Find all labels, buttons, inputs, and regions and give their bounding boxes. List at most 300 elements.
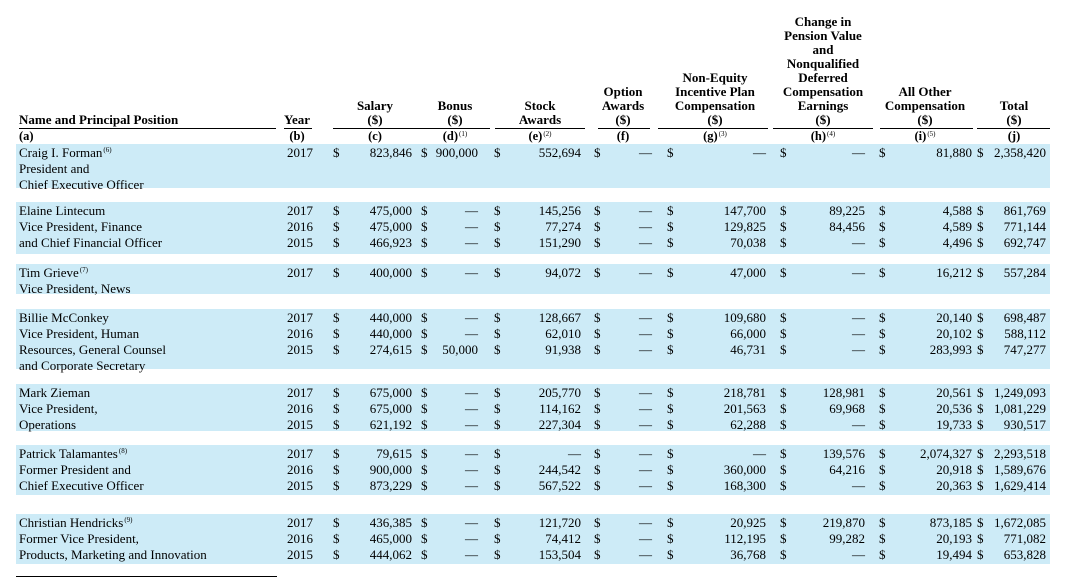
nonequity-cell: 47,000 — [730, 265, 766, 280]
other-cell: 16,212 — [936, 265, 972, 280]
officer-name-text: Craig I. Forman — [19, 145, 103, 160]
other-cell: 4,589 — [942, 219, 972, 234]
column-header-line: ($) — [815, 112, 831, 127]
column-code-name — [19, 130, 34, 143]
currency-symbol: $ — [977, 235, 984, 250]
bonus-cell: — — [465, 385, 478, 400]
option-cell: — — [639, 326, 652, 341]
officer-name-text: Tim Grieve — [19, 265, 79, 280]
year-cell: 2015 — [287, 547, 313, 562]
currency-symbol: $ — [494, 531, 501, 546]
total-cell: 698,487 — [1003, 310, 1046, 325]
nonequity-cell: 70,038 — [730, 235, 766, 250]
currency-symbol: $ — [333, 235, 340, 250]
option-cell: — — [639, 446, 652, 461]
officer-title-line: and Chief Financial Officer — [19, 235, 163, 250]
currency-symbol: $ — [594, 310, 601, 325]
stock-cell: 244,542 — [538, 462, 581, 477]
currency-symbol: $ — [977, 385, 984, 400]
currency-symbol: $ — [333, 219, 340, 234]
currency-symbol: $ — [780, 417, 787, 432]
total-cell: 771,082 — [1003, 531, 1046, 546]
officer-name-text: Patrick Talamantes — [19, 446, 118, 461]
currency-symbol: $ — [879, 478, 886, 493]
currency-symbol: $ — [421, 478, 428, 493]
footnote-marker: (5) — [927, 130, 936, 138]
column-header-name — [19, 113, 178, 127]
column-header-line: Year — [284, 112, 310, 127]
currency-symbol: $ — [594, 531, 601, 546]
total-cell: 692,747 — [1003, 235, 1046, 250]
other-cell: 20,193 — [936, 531, 972, 546]
total-cell: 747,277 — [1003, 342, 1046, 357]
currency-symbol: $ — [667, 326, 674, 341]
bonus-cell: — — [465, 478, 478, 493]
column-header-line: Awards — [601, 98, 645, 113]
officer-title-line: Chief Executive Officer — [19, 478, 144, 493]
column-code-letter: (b) — [289, 129, 305, 143]
other-cell: 20,140 — [936, 310, 972, 325]
column-header-line: ($) — [615, 112, 631, 127]
bonus-cell: — — [465, 417, 478, 432]
pension-cell: 219,870 — [822, 515, 865, 530]
currency-symbol: $ — [667, 145, 674, 160]
stock-cell: 77,274 — [545, 219, 581, 234]
total-cell: 861,769 — [1003, 203, 1046, 218]
currency-symbol: $ — [421, 547, 428, 562]
footnote-marker: (2) — [543, 130, 552, 138]
currency-symbol: $ — [667, 203, 674, 218]
currency-symbol: $ — [879, 203, 886, 218]
currency-symbol: $ — [780, 515, 787, 530]
pension-cell: 64,216 — [829, 462, 865, 477]
total-cell: 2,358,420 — [994, 145, 1046, 160]
currency-symbol: $ — [879, 342, 886, 357]
column-code-nonequity — [675, 130, 755, 143]
currency-symbol: $ — [421, 515, 428, 530]
pension-cell: — — [852, 145, 865, 160]
column-header-line: Nonqualified — [786, 56, 860, 71]
pension-cell: — — [852, 326, 865, 341]
currency-symbol: $ — [333, 326, 340, 341]
currency-symbol: $ — [977, 310, 984, 325]
officer-name — [19, 265, 88, 280]
year-cell: 2016 — [287, 219, 313, 234]
currency-symbol: $ — [333, 265, 340, 280]
option-cell: — — [639, 265, 652, 280]
salary-cell: 621,192 — [369, 417, 412, 432]
currency-symbol: $ — [421, 462, 428, 477]
bonus-cell: — — [465, 547, 478, 562]
currency-symbol: $ — [667, 462, 674, 477]
currency-symbol: $ — [594, 462, 601, 477]
other-cell: 283,993 — [929, 342, 972, 357]
column-header-line: All Other — [898, 84, 952, 99]
currency-symbol: $ — [421, 203, 428, 218]
nonequity-cell: 62,288 — [730, 417, 766, 432]
nonequity-cell: 20,925 — [730, 515, 766, 530]
currency-symbol: $ — [667, 342, 674, 357]
currency-symbol: $ — [333, 446, 340, 461]
nonequity-cell: 218,781 — [723, 385, 766, 400]
officer-name — [19, 145, 112, 160]
pension-cell: — — [852, 478, 865, 493]
currency-symbol: $ — [494, 310, 501, 325]
bonus-cell: — — [465, 326, 478, 341]
stock-cell: 567,522 — [538, 478, 581, 493]
officer-name — [19, 515, 133, 530]
currency-symbol: $ — [494, 417, 501, 432]
total-cell: 653,828 — [1003, 547, 1046, 562]
currency-symbol: $ — [333, 462, 340, 477]
currency-symbol: $ — [421, 385, 428, 400]
currency-symbol: $ — [421, 145, 428, 160]
total-cell: 1,589,676 — [994, 462, 1046, 477]
currency-symbol: $ — [780, 235, 787, 250]
option-cell: — — [639, 342, 652, 357]
column-header-line: Earnings — [797, 98, 849, 113]
stock-cell: 145,256 — [538, 203, 581, 218]
officer-title-line: Vice President, Finance — [19, 219, 143, 234]
salary-cell: 465,000 — [369, 531, 412, 546]
currency-symbol: $ — [780, 446, 787, 461]
officer-name-text: Mark Zieman — [19, 385, 91, 400]
officer-name-text: Elaine Lintecum — [19, 203, 106, 218]
bonus-cell: — — [465, 446, 478, 461]
currency-symbol: $ — [333, 417, 340, 432]
column-header-line: Name and Principal Position — [19, 112, 179, 127]
column-header-line: Compensation — [884, 98, 966, 113]
column-header-line: Deferred — [798, 70, 848, 85]
stock-cell: 91,938 — [545, 342, 581, 357]
currency-symbol: $ — [977, 446, 984, 461]
year-cell: 2017 — [287, 310, 313, 325]
option-cell: — — [639, 203, 652, 218]
column-header-line: and — [812, 42, 834, 57]
currency-symbol: $ — [494, 446, 501, 461]
salary-cell: 675,000 — [369, 401, 412, 416]
currency-symbol: $ — [421, 531, 428, 546]
currency-symbol: $ — [594, 446, 601, 461]
column-header-line: Salary — [356, 98, 394, 113]
nonequity-cell: 129,825 — [723, 219, 766, 234]
column-header-line: ($) — [367, 112, 383, 127]
bonus-cell: — — [465, 203, 478, 218]
currency-symbol: $ — [667, 385, 674, 400]
salary-cell: 79,615 — [376, 446, 412, 461]
currency-symbol: $ — [594, 235, 601, 250]
currency-symbol: $ — [780, 326, 787, 341]
pension-cell: — — [852, 235, 865, 250]
option-cell: — — [639, 531, 652, 546]
header-underline — [19, 128, 276, 129]
column-code-total — [974, 130, 1054, 143]
officer-title-line: Former President and — [19, 462, 131, 477]
stock-cell: 205,770 — [538, 385, 581, 400]
nonequity-cell: 168,300 — [723, 478, 766, 493]
currency-symbol: $ — [977, 478, 984, 493]
column-header-line: Compensation — [674, 98, 756, 113]
officer-title-line: Chief Executive Officer — [19, 177, 144, 192]
currency-symbol: $ — [421, 310, 428, 325]
column-code-other — [885, 130, 965, 143]
option-cell: — — [639, 547, 652, 562]
year-cell: 2017 — [287, 145, 313, 160]
column-code-bonus — [415, 130, 495, 143]
currency-symbol: $ — [667, 478, 674, 493]
year-cell: 2015 — [287, 417, 313, 432]
nonequity-cell: 201,563 — [723, 401, 766, 416]
year-cell: 2016 — [287, 531, 313, 546]
column-header-line: Non-Equity — [682, 70, 748, 85]
currency-symbol: $ — [879, 310, 886, 325]
column-code-stock — [500, 130, 580, 143]
salary-cell: 400,000 — [369, 265, 412, 280]
stock-cell: 227,304 — [538, 417, 581, 432]
bonus-cell: — — [465, 401, 478, 416]
total-cell: 930,517 — [1003, 417, 1046, 432]
total-cell: 1,629,414 — [994, 478, 1046, 493]
pension-cell: — — [852, 547, 865, 562]
currency-symbol: $ — [879, 145, 886, 160]
currency-symbol: $ — [879, 235, 886, 250]
currency-symbol: $ — [780, 265, 787, 280]
column-code-letter: (c) — [368, 129, 382, 143]
stock-cell: 151,290 — [538, 235, 581, 250]
column-header-line: Change in — [794, 14, 852, 29]
bonus-cell: — — [465, 235, 478, 250]
bonus-cell: — — [465, 515, 478, 530]
year-cell: 2017 — [287, 446, 313, 461]
year-cell: 2015 — [287, 342, 313, 357]
currency-symbol: $ — [494, 145, 501, 160]
currency-symbol: $ — [977, 515, 984, 530]
currency-symbol: $ — [977, 219, 984, 234]
currency-symbol: $ — [333, 515, 340, 530]
total-cell: 1,081,229 — [994, 401, 1046, 416]
currency-symbol: $ — [977, 342, 984, 357]
currency-symbol: $ — [494, 342, 501, 357]
salary-cell: 466,923 — [369, 235, 412, 250]
stock-cell: 153,504 — [538, 547, 581, 562]
currency-symbol: $ — [594, 515, 601, 530]
currency-symbol: $ — [494, 462, 501, 477]
footnote-marker: (6) — [103, 146, 112, 154]
currency-symbol: $ — [421, 401, 428, 416]
nonequity-cell: — — [753, 145, 766, 160]
other-cell: 20,102 — [936, 326, 972, 341]
option-cell: — — [639, 401, 652, 416]
currency-symbol: $ — [494, 235, 501, 250]
column-header-line: ($) — [707, 112, 723, 127]
option-cell: — — [639, 385, 652, 400]
currency-symbol: $ — [494, 515, 501, 530]
column-code-letter: (j) — [1007, 129, 1021, 143]
currency-symbol: $ — [879, 462, 886, 477]
currency-symbol: $ — [333, 478, 340, 493]
option-cell: — — [639, 235, 652, 250]
other-cell: 2,074,327 — [920, 446, 972, 461]
salary-cell: 823,846 — [369, 145, 412, 160]
currency-symbol: $ — [879, 515, 886, 530]
bonus-cell: — — [465, 462, 478, 477]
currency-symbol: $ — [594, 203, 601, 218]
footnote-marker: (1) — [459, 130, 468, 138]
currency-symbol: $ — [667, 401, 674, 416]
column-code-letter: (f) — [616, 129, 630, 143]
year-cell: 2017 — [287, 385, 313, 400]
currency-symbol: $ — [879, 531, 886, 546]
currency-symbol: $ — [879, 326, 886, 341]
bonus-cell: — — [465, 310, 478, 325]
other-cell: 4,496 — [942, 235, 972, 250]
currency-symbol: $ — [333, 203, 340, 218]
year-cell: 2015 — [287, 235, 313, 250]
pension-cell: 69,968 — [829, 401, 865, 416]
currency-symbol: $ — [421, 265, 428, 280]
currency-symbol: $ — [879, 401, 886, 416]
year-cell: 2015 — [287, 478, 313, 493]
footnote-marker: (9) — [124, 516, 133, 524]
officer-name-text: Christian Hendricks — [19, 515, 124, 530]
currency-symbol: $ — [667, 531, 674, 546]
column-code-option — [583, 130, 663, 143]
column-header-line: Pension Value — [784, 28, 862, 43]
currency-symbol: $ — [333, 385, 340, 400]
currency-symbol: $ — [667, 446, 674, 461]
pension-cell: — — [852, 310, 865, 325]
currency-symbol: $ — [494, 326, 501, 341]
currency-symbol: $ — [421, 417, 428, 432]
option-cell: — — [639, 310, 652, 325]
year-cell: 2017 — [287, 515, 313, 530]
officer-title-line: Vice President, — [19, 401, 98, 416]
footnote-marker: (7) — [79, 266, 88, 274]
currency-symbol: $ — [977, 417, 984, 432]
salary-cell: 436,385 — [369, 515, 412, 530]
bonus-cell: — — [465, 219, 478, 234]
stock-cell: 552,694 — [538, 145, 581, 160]
nonequity-cell: 36,768 — [730, 547, 766, 562]
option-cell: — — [639, 219, 652, 234]
year-cell: 2017 — [287, 265, 313, 280]
salary-cell: 675,000 — [369, 385, 412, 400]
currency-symbol: $ — [494, 401, 501, 416]
pension-cell: 99,282 — [829, 531, 865, 546]
column-header-line: Bonus — [437, 98, 473, 113]
currency-symbol: $ — [333, 531, 340, 546]
officer-name — [19, 310, 109, 325]
total-cell: 771,144 — [1003, 219, 1046, 234]
currency-symbol: $ — [780, 203, 787, 218]
currency-symbol: $ — [594, 326, 601, 341]
total-cell: 2,293,518 — [994, 446, 1046, 461]
officer-title-line: and Corporate Secretary — [19, 358, 146, 373]
total-cell: 1,672,085 — [994, 515, 1046, 530]
currency-symbol: $ — [421, 235, 428, 250]
pension-cell: 89,225 — [829, 203, 865, 218]
column-header-line: Option — [603, 84, 643, 99]
year-cell: 2016 — [287, 401, 313, 416]
column-header-line: Total — [999, 98, 1029, 113]
nonequity-cell: 46,731 — [730, 342, 766, 357]
column-code-letter: (a) — [19, 129, 34, 143]
salary-cell: 444,062 — [369, 547, 412, 562]
currency-symbol: $ — [879, 219, 886, 234]
column-header-line: Incentive Plan — [675, 84, 755, 99]
currency-symbol: $ — [494, 385, 501, 400]
option-cell: — — [639, 462, 652, 477]
currency-symbol: $ — [594, 385, 601, 400]
currency-symbol: $ — [780, 219, 787, 234]
officer-title-line: Products, Marketing and Innovation — [19, 547, 207, 562]
currency-symbol: $ — [494, 203, 501, 218]
salary-cell: 900,000 — [369, 462, 412, 477]
currency-symbol: $ — [780, 478, 787, 493]
currency-symbol: $ — [667, 219, 674, 234]
column-code-year — [257, 130, 337, 143]
footnote-marker: (8) — [118, 447, 128, 455]
header-underline — [880, 128, 973, 129]
column-code-letter: (d) — [442, 129, 459, 143]
officer-title-line: Operations — [19, 417, 77, 432]
currency-symbol: $ — [333, 342, 340, 357]
year-cell: 2017 — [287, 203, 313, 218]
column-header-line: Awards — [518, 112, 562, 127]
currency-symbol: $ — [494, 478, 501, 493]
column-code-pension — [783, 130, 863, 143]
currency-symbol: $ — [977, 547, 984, 562]
currency-symbol: $ — [780, 342, 787, 357]
footnote-rule — [16, 576, 277, 577]
column-header-line: Stock — [524, 98, 556, 113]
currency-symbol: $ — [879, 547, 886, 562]
footnote-marker: (4) — [827, 130, 836, 138]
currency-symbol: $ — [594, 265, 601, 280]
currency-symbol: $ — [879, 446, 886, 461]
pension-cell: — — [852, 265, 865, 280]
column-header-line: Compensation — [782, 84, 864, 99]
column-header-line: ($) — [917, 112, 933, 127]
other-cell: 81,880 — [936, 145, 972, 160]
column-header-line: ($) — [1006, 112, 1022, 127]
currency-symbol: $ — [594, 417, 601, 432]
stock-cell: 94,072 — [545, 265, 581, 280]
currency-symbol: $ — [977, 265, 984, 280]
currency-symbol: $ — [421, 219, 428, 234]
currency-symbol: $ — [780, 401, 787, 416]
pension-cell: 139,576 — [822, 446, 865, 461]
total-cell: 588,112 — [1004, 326, 1046, 341]
officer-name — [19, 203, 105, 218]
currency-symbol: $ — [494, 547, 501, 562]
officer-title-line: Vice President, News — [19, 281, 131, 296]
salary-cell: 440,000 — [369, 326, 412, 341]
currency-symbol: $ — [333, 547, 340, 562]
column-code-letter: (h) — [810, 129, 827, 143]
other-cell: 20,561 — [936, 385, 972, 400]
currency-symbol: $ — [977, 326, 984, 341]
other-cell: 873,185 — [929, 515, 972, 530]
year-cell: 2016 — [287, 326, 313, 341]
currency-symbol: $ — [879, 385, 886, 400]
officer-name — [19, 446, 127, 461]
bonus-cell: 50,000 — [442, 342, 478, 357]
nonequity-cell: 147,700 — [723, 203, 766, 218]
pension-cell: — — [852, 342, 865, 357]
currency-symbol: $ — [977, 531, 984, 546]
nonequity-cell: 112,195 — [724, 531, 766, 546]
